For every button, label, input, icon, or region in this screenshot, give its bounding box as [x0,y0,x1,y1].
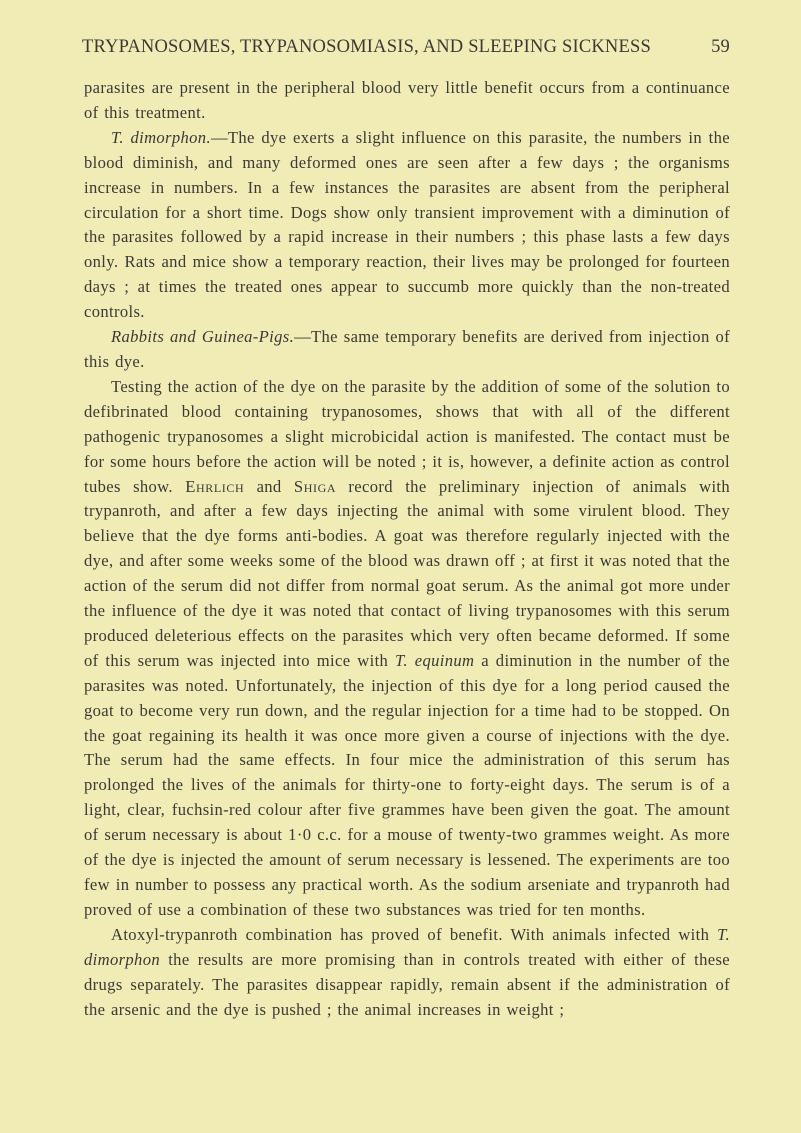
running-header [82,36,730,58]
author-name-shiga: Shiga [293,476,337,496]
paragraph-atoxyl-trypanroth [84,923,730,1023]
author-name-ehrlich: Ehrlich [185,476,245,496]
paragraph-text: a diminution in the number of the parasites was noted. Unfortunately, the injection of this dye for a long period caused the goat to become very run down, and the regular injection for a time had to be stopped. On the goat regaining its health it was once more given a course of injections with the dye. The serum had the same effects. In four mice the administration of this serum has prolonged the lives of the animals for thirty-one to forty-eight days. The serum is of a light, clear, fuchsin-red colour after five grammes have been given the goat. The amount of serum necessary is about 1·0 c.c. for a mouse of twenty-two grammes weight. As more of the dye is injected the amount of serum necessary is lessened. The experiments are too few in number to possess any practical worth. As the sodium arseniate and trypanroth had proved of use a combination of these two substances was tried for ten months. [84,650,731,919]
paragraph-text: parasites are present in the peripheral blood very little benefit occurs from a continuance of this treatment. [84,78,730,122]
paragraph-continuation [84,76,730,126]
running-title: TRYPANOSOMES, TRYPANOSOMIASIS, AND SLEEPING SICKNESS [82,37,651,57]
paragraph-testing-action [84,375,730,923]
paragraph-text: Atoxyl-trypanroth combination has proved of benefit. With animals infected with [111,924,718,944]
paragraph-text: the results are more promising than in controls treated with either of these drugs separately. The parasites disappear rapidly, remain absent if the administration of the arsenic and the dye is pushed ; the animal increases in weight ; [84,949,730,1019]
paragraph-text: and [244,476,294,496]
paragraph-text: —The same temporary benefits are derived from injection of this dye. [84,327,731,371]
paragraph-text: record the preliminary injection of animals with trypanroth, and after a few days injecting the animal with some virulent blood. They believe that the dye forms anti-bodies. A goat was therefore regularly injected with the dye, and after some weeks some of the blood was drawn off ; at first it was noted that the action of the serum did not differ from normal goat serum. As the animal got more under the influence of the dye it was noted that contact of living trypanosomes with this serum produced deleterious effects on the parasites which very often became deformed. If some of this serum was injected into mice with [84,476,731,670]
paragraph-t-dimorphon [84,126,730,325]
paragraph-lead-italic: T. dimorphon. [111,127,211,147]
paragraph-text: Testing the action of the dye on the parasite by the addition of some of the solution to defibrinated blood containing trypanosomes, shows that with all of the different pathogenic trypanosomes a slight microbicidal action is manifested. The contact must be for some hours before the action will be noted ; it is, however, a definite action as control tubes show. [84,376,730,496]
paragraph-rabbits-guinea-pigs [84,325,730,375]
paragraph-text: —The dye exerts a slight influence on this parasite, the numbers in the blood diminish, and many deformed ones are seen after a few days ; the organisms increase in numbers. In a few instances the parasites are absent from the peripheral circulation for a short time. Dogs show only transient improvement with a diminution of the parasites followed by a rapid increase in their numbers ; this phase lasts a few days only. Rats and mice show a temporary reaction, their lives may be prolonged for fourteen days ; at times the treated ones appear to succumb more quickly than the non-treated controls. [84,127,730,322]
body-text [84,76,730,1022]
page-number: 59 [711,37,730,57]
paragraph-lead-italic: Rabbits and Guinea-Pigs. [111,327,295,347]
species-name-italic: T. dimorphon [84,924,730,969]
species-name-italic: T. equinum [395,650,475,670]
